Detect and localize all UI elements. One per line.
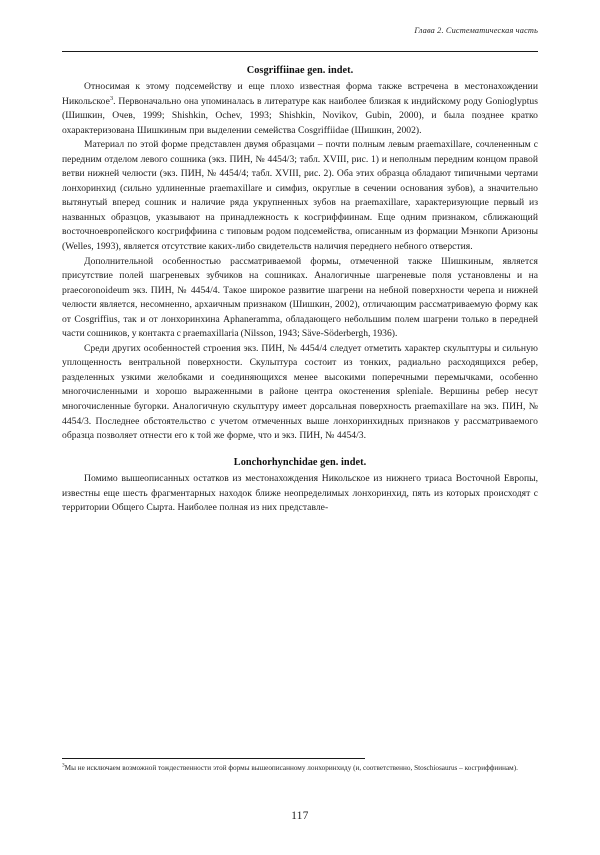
page-content	[62, 64, 538, 516]
footnote-area	[62, 758, 538, 774]
paragraph-cosgriffiinae-4: Среди других особенностей строения экз. ПИН, № 4454/4 следует отметить характер скульптуры и сильную уплощенность вентральной поверхности. Скульптура состоит из тонких, радиально расходящихся ребер, разделенных узкими желобками и соединяющихся менее высокими поперечными перемычками, особенно многочисленными и хорошо выраженными в районе центра окостенения spleniale. Вершины ребер несут многочисленные бугорки. Аналогичную скульптуру имеет дорсальная поверхность praemaxillare на экз. ПИН, № 4454/3. Последнее обстоятельство с учетом отмеченных выше лонхоринхидных признаков у рассматриваемого образца позволяет отнести его к той же форме, что и экз. ПИН, № 4454/3.	[62, 342, 538, 442]
paragraph-cosgriffiinae-1	[62, 80, 538, 138]
paragraph-text-lead: Относимая к этому подсемейству и еще плохо известная форма также встречена в местонахождении Никольское	[62, 81, 538, 107]
footnote-entry	[62, 763, 538, 773]
footnote-reference-marker[interactable]: 3	[109, 94, 114, 102]
running-header: Глава 2. Систематическая часть	[414, 26, 538, 35]
footnote-body-text: Мы не исключаем возможной тождественности этой формы вышеописанному лонхоринхиду (и, соответственно, Stoschiosaurus – косгриффиинам).	[64, 764, 518, 773]
header-divider-rule	[62, 51, 538, 52]
footnote-separator-rule	[62, 758, 365, 759]
paragraph-cosgriffiinae-2: Материал по этой форме представлен двумя образцами – почти полным левым praemaxillare, сочлененным с передним отделом левого сошника (экз. ПИН, № 4454/3; табл. XVIII, рис. 1) и неполным передним концом правой ветви нижней челюсти (экз. ПИН, № 4454/4; табл. XVIII, рис. 2). Оба этих образца обладают типичными чертами лонхоринхид (сильно удлиненные praemaxillare и симфиз, округлые в сечении основания зубов), а значительно вытянутый вперед сошник и наличие ряда укрупненных зубов на praemaxillare, характеризующие первый из названных образцов, указывают на принадлежность к косгриффиинам. Еще одним признаком, сближающий восточноевропейского косгриффиина с типовым родом подсемейства, описанным из формации Мэнкопи Аризоны (Welles, 1993), является отсутствие каких-либо свидетельств наличия переднего небного отверстия.	[62, 139, 538, 253]
paragraph-cosgriffiinae-3: Дополнительной особенностью рассматриваемой формы, отмеченной также Шишкиным, является присутствие полей шагреневых зубчиков на сошниках. Аналогичные шагреневые поля установлены и на praecoronoideum экз. ПИН, № 4454/4. Такое широкое развитие шагрени на небной поверхности черепа и нижней челюсти является, несомненно, архаичным признаком (Шишкин, 2002), отличающим рассматриваемую форму как от Cosgriffius, так и от лонхоринхина Aphaneramma, обладающего небольшим полем шагрени только в передней части сошников, у контакта с praemaxillaria (Nilsson, 1943; Säve-Söderbergh, 1936).	[62, 255, 538, 340]
paragraph-text-tail: . Первоначально она упоминалась в литературе как наиболее близкая к индийскому роду Gonioglyptus (Шишкин, Очев, 1999; Shishkin, Ochev, 1993; Shishkin, Novikov, Gubin, 2000), и была позднее кратко охарактеризована Шишкиным при выделении семейства Cosgriffiidae (Шишкин, 2002).	[62, 95, 538, 136]
section-heading-cosgriffiinae: Cosgriffiinae gen. indet.	[246, 65, 354, 76]
section-heading-lonchorhynchidae: Lonchorhynchidae gen. indet.	[233, 457, 367, 469]
footnote-marker: 3	[62, 762, 65, 769]
page-number: 117	[291, 810, 309, 822]
paragraph-lonchorhynchidae-1: Помимо вышеописанных остатков из местонахождения Никольское из нижнего триаса Восточной Европы, известны еще шесть фрагментарных находок ближе неопределимых лонхоринхид, пять из которых происходят с территории Общего Сырта. Наиболее полная из них представле-	[62, 473, 538, 514]
